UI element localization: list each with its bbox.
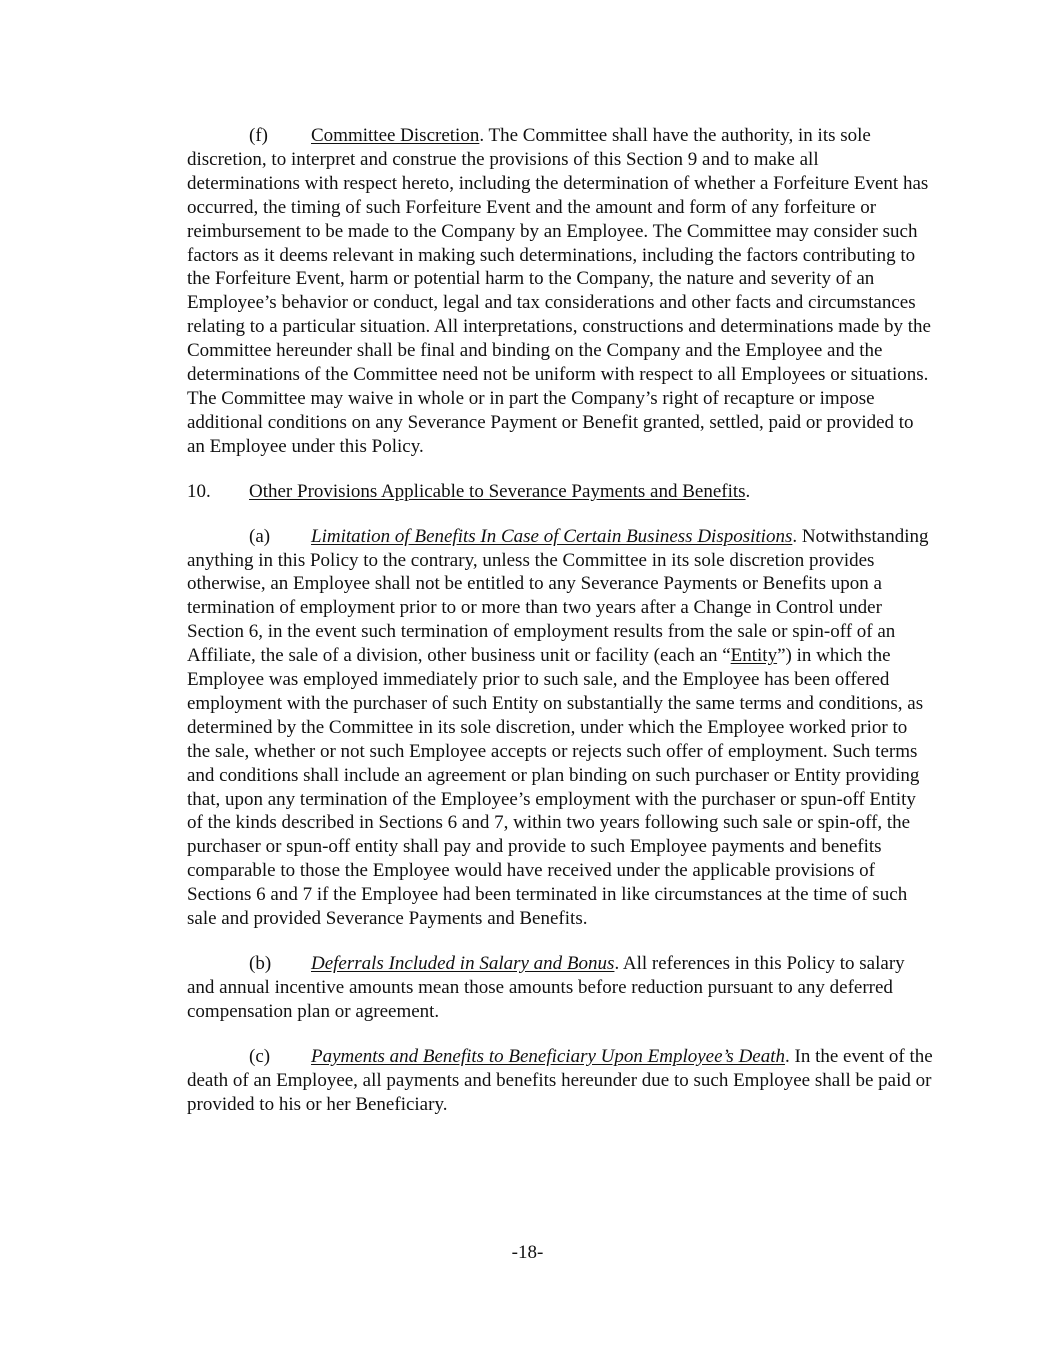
paragraph-label: (a) xyxy=(249,525,271,547)
paragraph-label: (b) xyxy=(249,953,272,974)
paragraph-body-continued: ”) in which the Employee was employed immediately prior to such sale, and the Employee has been offered employment with the purchaser of such Entity on substantially the same terms and conditions, as determined by the Committee in its sole discretion, under which the Employee worked prior to the sale, whether or not such Employee accepts or rejects such offer of employment. Such terms and conditions shall include an agreement or plan binding on such purchaser or Entity providing that, upon any termination of the Employee’s employment with the purchaser or spun-off Entity of the kinds described in Sections 6 and 7, within two years following such sale or spin-off, the purchaser or spun-off entity shall pay and provide to such Employee payments and benefits comparable to those the Employee would have received under the applicable provisions of Sections 6 and 7 if the Employee had been terminated in like circumstances at the time of such sale and provided Severance Payments and Benefits. xyxy=(187,645,924,930)
paragraph-body: . All references in this Policy to salary and annual incentive amounts mean those amounts before reduction pursuant to any deferred compensation plan or agreement. xyxy=(187,953,905,1022)
paragraph-body: . In the event of the death of an Employee, all payments and benefits hereunder due to such Employee shall be paid or provided to his or her Beneficiary. xyxy=(187,1045,933,1115)
paragraph-body: . Notwithstanding anything in this Policy to the contrary, unless the Committee in its sole discretion provides otherwise, an Employee shall not be entitled to any Severance Payments or Benefits upon a termination of employment prior to or more than two years after a Change in Control under Section 6, in the event such termination of employment results from the sale or spin-off of an Affiliate, the sale of a division, other business unit or facility (each an “ xyxy=(187,525,929,667)
defined-term: Entity xyxy=(730,645,778,667)
section-title-suffix: . xyxy=(745,480,751,502)
paragraph-heading: Deferrals Included in Salary and Bonus xyxy=(311,953,615,974)
paragraph-limitation-of-benefits xyxy=(187,525,935,931)
section-number: 10. xyxy=(187,480,211,502)
paragraph-beneficiary xyxy=(187,1045,935,1117)
paragraph-label: (c) xyxy=(249,1045,271,1067)
paragraph-heading: Committee Discretion xyxy=(311,125,480,146)
section-title: Other Provisions Applicable to Severance Payments and Benefits xyxy=(249,480,746,502)
paragraph-deferrals xyxy=(187,952,935,1024)
paragraph-committee-discretion xyxy=(187,124,935,459)
paragraph-heading: Payments and Benefits to Beneficiary Upon Employee’s Death xyxy=(311,1045,785,1067)
section-heading xyxy=(187,480,935,504)
document-page xyxy=(187,124,935,1116)
paragraph-label: (f) xyxy=(249,125,268,146)
page-number: -18- xyxy=(511,1242,544,1263)
paragraph-heading: Limitation of Benefits In Case of Certain Business Dispositions xyxy=(311,525,793,547)
paragraph-body: . The Committee shall have the authority, in its sole discretion, to interpret and construe the provisions of this Section 9 and to make all determinations with respect hereto, including the determination of whether a Forfeiture Event has occurred, the timing of such Forfeiture Event and the amount and form of any forfeiture or reimbursement to be made to the Company by an Employee. The Committee may consider such factors as it deems relevant in making such determinations, including the factors contributing to the Forfeiture Event, harm or potential harm to the Company, the nature and severity of an Employee’s behavior or conduct, legal and tax considerations and other facts and circumstances relating to a particular situation. All interpretations, constructions and determinations made by the Committee hereunder shall be final and binding on the Company and the Employee and the determinations of the Committee need not be uniform with respect to all Employees or situations. The Committee may waive in whole or in part the Company’s right of recapture or impose additional conditions on any Severance Payment or Benefit granted, settled, paid or provided to an Employee under this Policy. xyxy=(187,125,931,457)
